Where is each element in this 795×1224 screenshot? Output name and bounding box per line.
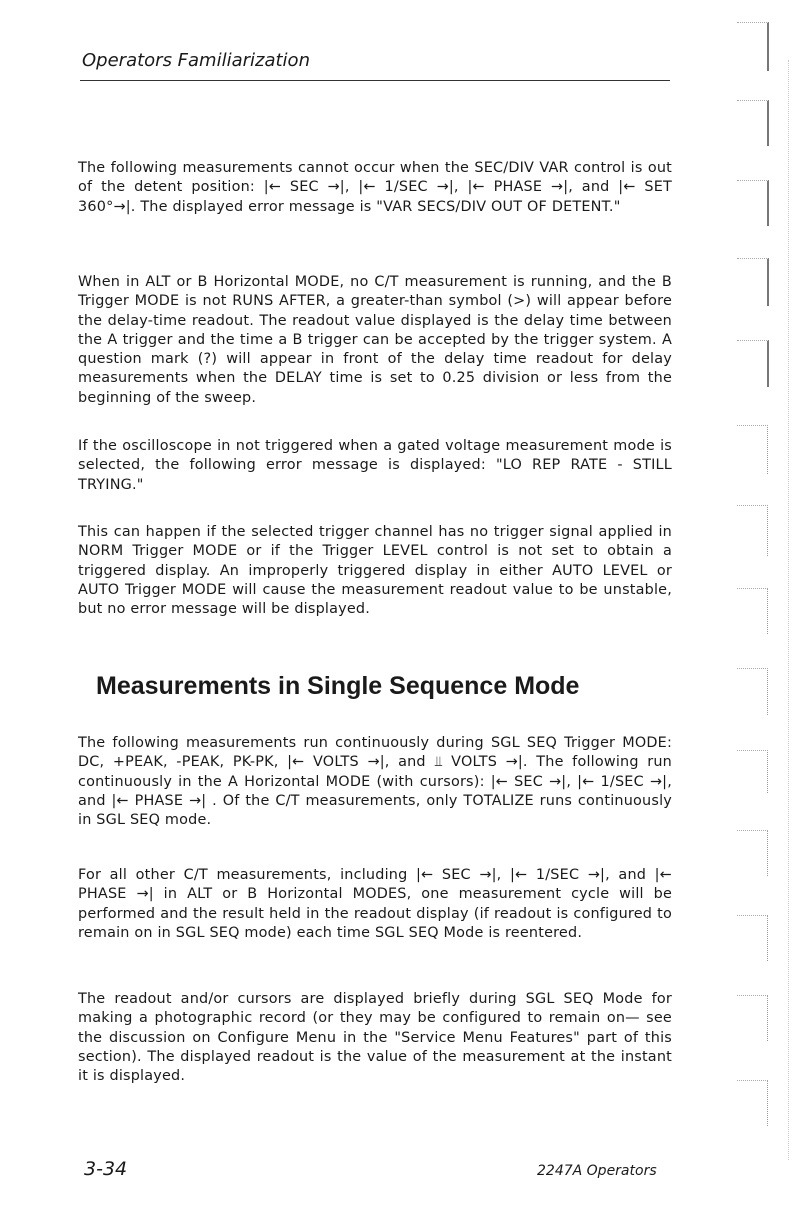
edge-tab [737, 668, 768, 715]
edge-tab [737, 830, 768, 876]
edge-tab [737, 1080, 768, 1126]
manual-title: 2247A Operators [537, 1163, 657, 1179]
edge-tab [737, 425, 768, 474]
header-rule [80, 80, 670, 81]
paragraph-continuous-measurements: The following measurements run continuously during SGL SEQ Trigger MODE: DC, +PEAK, -PEAK, PK-PK, |← VOLTS →|, and ⫫ VOLTS →|. The following run continuously in the A Horizontal MODE (with cursors): |← SEC →|, |← 1/SEC →|, and |← PHASE →| . Of the C/T measurements, only TOTALIZE runs continuously in SGL SEQ mode. [78, 735, 672, 829]
paragraph-trigger-conditions: This can happen if the selected trigger channel has no trigger signal applied in NORM Trigger MODE or if the Trigger LEVEL control is not set to obtain a triggered display. An improperly triggered display in either AUTO LEVEL or AUTO Trigger MODE will cause the measurement readout value to be unstable, but no error message will be displayed. [78, 524, 672, 618]
page-number: 3-34 [84, 1158, 128, 1180]
edge-tab [737, 750, 768, 793]
paragraph-delay-readout: When in ALT or B Horizontal MODE, no C/T measurement is running, and the B Trigger MODE is not RUNS AFTER, a greater-than symbol (>) will appear before the delay-time readout. The readout value displayed is the delay time between the A trigger and the time a B trigger can be accepted by the trigger system. A question mark (?) will appear in front of the delay time readout for delay measurements when the DELAY time is set to 0.25 division or less from the beginning of the sweep. [78, 274, 672, 406]
edge-tab [737, 180, 769, 226]
paragraph-var-detent: The following measurements cannot occur when the SEC/DIV VAR control is out of the detent position: |← SEC →|, |← 1/SEC →|, |← PHASE →|, and |← SET 360°→|. The displayed error message is "VAR SECS/DIV OUT OF DETENT." [78, 160, 672, 215]
edge-tab [737, 22, 769, 71]
edge-tab [737, 100, 769, 146]
edge-tab [737, 258, 769, 306]
edge-tab [737, 995, 768, 1041]
edge-tab [737, 505, 768, 556]
section-title: Measurements in Single Sequence Mode [96, 672, 580, 700]
edge-tab [737, 340, 769, 387]
paragraph-ct-measurements: For all other C/T measurements, including |← SEC →|, |← 1/SEC →|, and |← PHASE →| in ALT or B Horizontal MODES, one measurement cycle will be performed and the result held in the readout display (if readout is configured to remain on in SGL SEQ mode) each time SGL SEQ Mode is reentered. [78, 867, 672, 941]
edge-tab [737, 588, 768, 634]
paragraph-readout-cursors: The readout and/or cursors are displayed briefly during SGL SEQ Mode for making a photographic record (or they may be configured to remain on— see the discussion on Configure Menu in the "Service Menu Features" part of this section). The displayed readout is the value of the measurement at the instant it is displayed. [78, 991, 672, 1085]
section-tab-edge [737, 0, 777, 1224]
page-edge-line [788, 60, 789, 1160]
running-header: Operators Familiarization [82, 50, 310, 71]
edge-tab [737, 915, 768, 961]
paragraph-lo-rep-rate: If the oscilloscope in not triggered when a gated voltage measurement mode is selected, the following error message is displayed: "LO REP RATE - STILL TRYING." [78, 438, 672, 493]
